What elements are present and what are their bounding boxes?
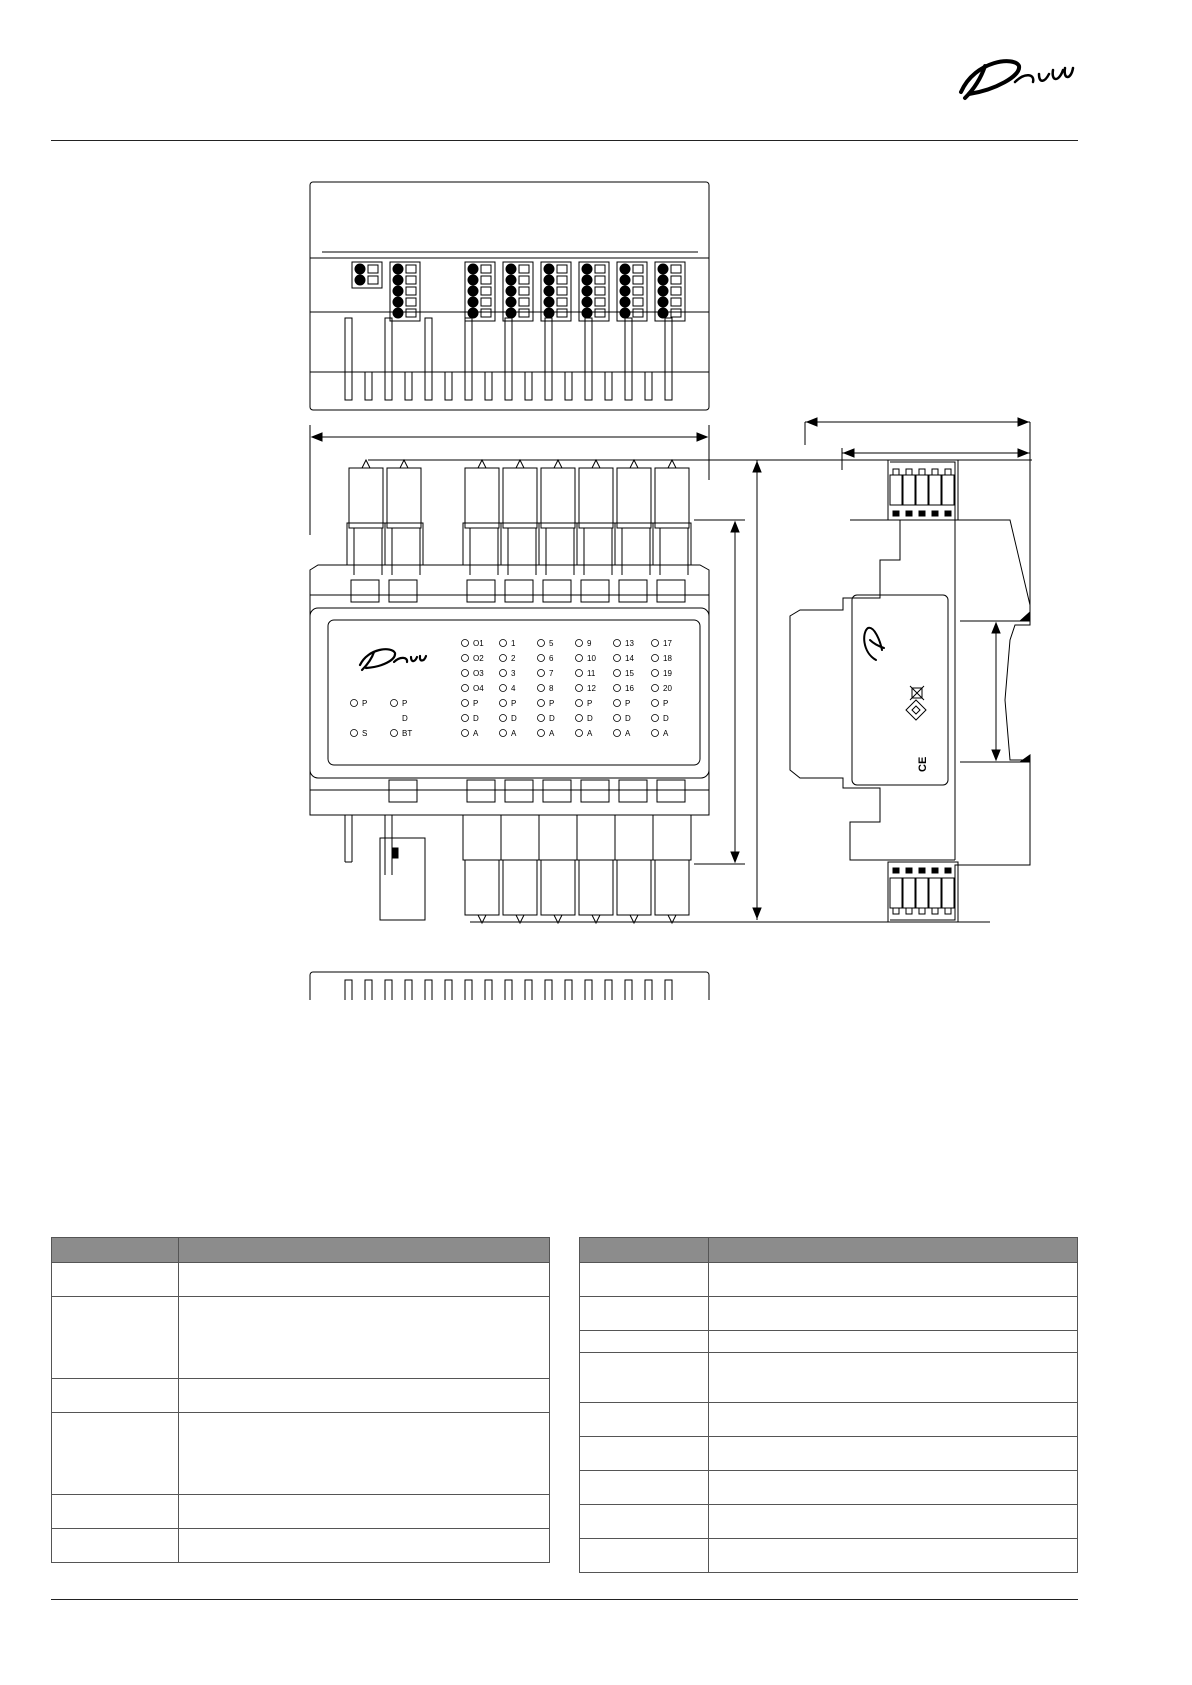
led-label: 13 — [625, 639, 634, 648]
led-label: 1 — [511, 639, 516, 648]
led-label: 14 — [625, 654, 634, 663]
footer-rule — [51, 1599, 1078, 1600]
led-label: 3 — [511, 669, 516, 678]
led-label: A — [549, 729, 555, 738]
table-row — [52, 1297, 550, 1379]
led-label: D — [663, 714, 669, 723]
front-view — [310, 460, 709, 923]
led-label: D — [402, 714, 408, 723]
led-label: 19 — [663, 669, 672, 678]
led-label: 12 — [587, 684, 596, 693]
led-label: P — [511, 699, 517, 708]
table-row — [580, 1331, 1078, 1353]
table-row — [580, 1505, 1078, 1539]
led-label: 8 — [549, 684, 554, 693]
led-label: P — [549, 699, 555, 708]
led-label: 17 — [663, 639, 672, 648]
led-label: O4 — [473, 684, 484, 693]
led-label: O3 — [473, 669, 484, 678]
led-label: 5 — [549, 639, 554, 648]
table-row — [52, 1413, 550, 1495]
led-label: 15 — [625, 669, 634, 678]
led-label: A — [663, 729, 669, 738]
right-table-header-col1 — [580, 1238, 709, 1263]
left-table-header-col2 — [179, 1238, 550, 1263]
table-row — [580, 1297, 1078, 1331]
table-row — [580, 1437, 1078, 1471]
led-label: 6 — [549, 654, 554, 663]
led-label: P — [625, 699, 631, 708]
right-table — [579, 1237, 1078, 1573]
led-label: 16 — [625, 684, 634, 693]
led-label: 10 — [587, 654, 596, 663]
table-row — [580, 1403, 1078, 1437]
led-label: 2 — [511, 654, 516, 663]
led-label: O2 — [473, 654, 484, 663]
led-label: P — [362, 699, 368, 708]
led-label: P — [473, 699, 479, 708]
led-label: D — [549, 714, 555, 723]
left-table-header-col1 — [52, 1238, 179, 1263]
top-view — [310, 182, 709, 410]
led-label: 9 — [587, 639, 592, 648]
led-label: P — [587, 699, 593, 708]
table-row — [52, 1529, 550, 1563]
led-label: P — [402, 699, 408, 708]
right-table-header-col2 — [709, 1238, 1078, 1263]
led-label: 7 — [549, 669, 554, 678]
led-label: 4 — [511, 684, 516, 693]
table-row — [52, 1263, 550, 1297]
led-label: 18 — [663, 654, 672, 663]
led-label: A — [587, 729, 593, 738]
led-label: D — [587, 714, 593, 723]
table-row — [580, 1353, 1078, 1403]
side-view — [790, 418, 1030, 922]
led-label: A — [511, 729, 517, 738]
table-row — [52, 1495, 550, 1529]
led-label: 11 — [587, 669, 596, 678]
led-label: D — [625, 714, 631, 723]
led-label: A — [625, 729, 631, 738]
table-row — [580, 1471, 1078, 1505]
led-label: D — [473, 714, 479, 723]
led-label: D — [511, 714, 517, 723]
table-row — [580, 1539, 1078, 1573]
bottom-view — [310, 972, 709, 1000]
table-row — [52, 1379, 550, 1413]
led-label: O1 — [473, 639, 484, 648]
left-table — [51, 1237, 550, 1563]
ce-mark: CE — [917, 756, 929, 772]
led-label: A — [473, 729, 479, 738]
led-label: S — [362, 729, 368, 738]
led-label: BT — [402, 729, 413, 738]
table-row — [580, 1263, 1078, 1297]
led-label: P — [663, 699, 669, 708]
led-label: 20 — [663, 684, 672, 693]
